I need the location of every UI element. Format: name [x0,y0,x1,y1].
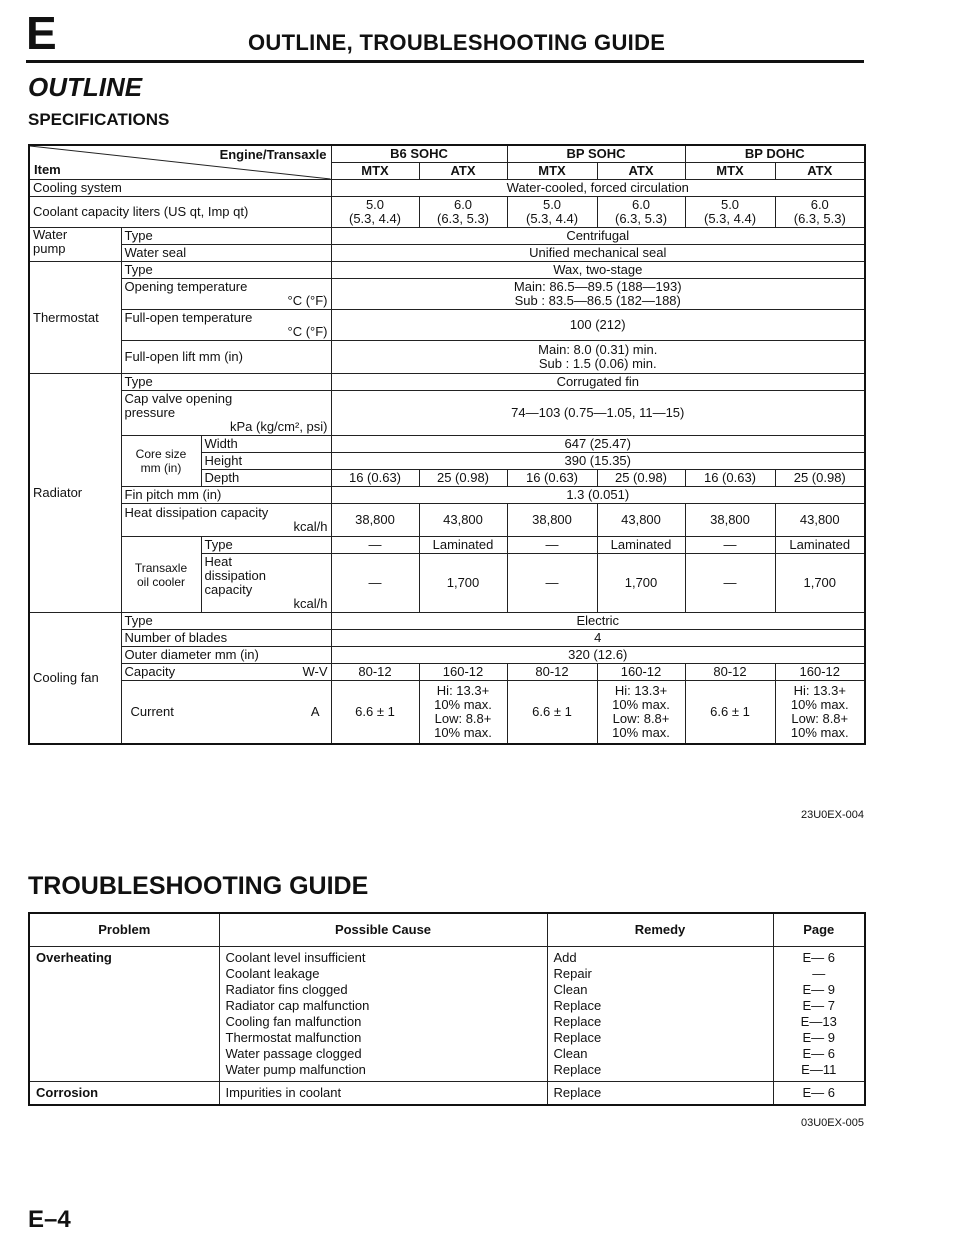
troubleshooting-heading: TROUBLESHOOTING GUIDE [28,872,369,900]
coolant-capacity-cell: 6.0 (6.3, 5.3) [597,197,685,228]
oil-cooler-type-label: Type [201,537,331,554]
fin-pitch-label: Fin pitch mm (in) [121,487,331,504]
fan-current-value: 6.6 ± 1 [507,681,597,745]
coolant-capacity-cell: 5.0 (5.3, 4.4) [685,197,775,228]
full-open-lift-value: Main: 8.0 (0.31) min. Sub : 1.5 (0.06) min. [331,341,865,374]
coolant-capacity-cell: 5.0 (5.3, 4.4) [507,197,597,228]
full-open-temp-label: Full-open temperature °C (°F) [121,310,331,341]
engine-b6-sohc: B6 SOHC [331,145,507,163]
spec-table-code: 23U0EX-004 [801,809,864,821]
heat-dissipation-label: Heat dissipation capacity kcal/h [121,504,331,537]
remedy-list: Replace [547,1082,773,1106]
fan-current-value: Hi: 13.3+ 10% max. Low: 8.8+ 10% max. [419,681,507,745]
remedy-list: Add Repair Clean Replace Replace Replace Clean Replace [547,947,773,1082]
core-depth-value: 25 (0.98) [419,470,507,487]
remedy-header: Remedy [547,913,773,947]
water-seal-label: Water seal [121,245,331,262]
oil-cooler-heat-value: — [507,554,597,613]
fan-capacity-value: 80-12 [331,664,419,681]
page-list: E— 6 [773,1082,865,1106]
trans-header: ATX [419,163,507,180]
oil-cooler-heat-value: — [685,554,775,613]
page-header: Page [773,913,865,947]
section-letter: E [26,7,57,59]
full-open-temp-value: 100 (212) [331,310,865,341]
fan-capacity-value: 160-12 [775,664,865,681]
fan-capacity-value: 80-12 [685,664,775,681]
full-open-lift-label: Full-open lift mm (in) [121,341,331,374]
cap-valve-value: 74—103 (0.75—1.05, 11—15) [331,391,865,436]
opening-temp-label: Opening temperature °C (°F) [121,279,331,310]
core-depth-value: 16 (0.63) [331,470,419,487]
core-width-label: Width [201,436,331,453]
oil-cooler-type-value: Laminated [775,537,865,554]
cooling-system-value: Water-cooled, forced circulation [331,180,865,197]
cooling-system-label: Cooling system [29,180,331,197]
fan-current-label: Current A [121,681,331,745]
fan-type-value: Electric [331,613,865,630]
core-depth-value: 16 (0.63) [507,470,597,487]
engine-transaxle-label: Engine/Transaxle [219,147,327,162]
oil-cooler-heat-label: Heat dissipation capacity kcal/h [201,554,331,613]
oil-cooler-heat-value: 1,700 [597,554,685,613]
problem-cell: Overheating [29,947,219,1082]
radiator-type-label: Type [121,374,331,391]
page-number: E–4 [28,1206,71,1233]
oil-cooler-type-value: — [685,537,775,554]
oil-cooler-type-value: — [331,537,419,554]
core-width-value: 647 (25.47) [331,436,865,453]
cooling-fan-group: Cooling fan [29,613,121,745]
radiator-group: Radiator [29,374,121,613]
water-pump-group: Water pump [29,228,121,262]
table-row [29,947,865,1082]
coolant-capacity-cell: 6.0 (6.3, 5.3) [419,197,507,228]
table-row [29,1082,865,1106]
fan-current-value: 6.6 ± 1 [331,681,419,745]
engine-bp-dohc: BP DOHC [685,145,865,163]
oil-cooler-type-value: Laminated [419,537,507,554]
water-pump-type-value: Centrifugal [331,228,865,245]
heat-dissipation-value: 43,800 [775,504,865,537]
specifications-table [28,144,866,745]
fan-capacity-value: 160-12 [419,664,507,681]
problem-header: Problem [29,913,219,947]
fan-current-value: Hi: 13.3+ 10% max. Low: 8.8+ 10% max. [597,681,685,745]
blades-value: 4 [331,630,865,647]
heat-dissipation-value: 38,800 [507,504,597,537]
blades-label: Number of blades [121,630,331,647]
core-size-label: Core size mm (in) [121,436,201,487]
cap-valve-label: Cap valve opening pressure kPa (kg/cm², psi) [121,391,331,436]
cause-list: Coolant level insufficient Coolant leakage Radiator fins clogged Radiator cap malfunction Cooling fan malfunction Thermostat malfunction Water passage clogged Water pump malfunction [219,947,547,1082]
core-height-label: Height [201,453,331,470]
core-depth-label: Depth [201,470,331,487]
outline-heading: OUTLINE [28,72,143,102]
oil-cooler-type-value: — [507,537,597,554]
thermostat-type-value: Wax, two-stage [331,262,865,279]
trans-header: MTX [685,163,775,180]
core-depth-value: 16 (0.63) [685,470,775,487]
page-list: E— 6 — E— 9 E— 7 E—13 E— 9 E— 6 E—11 [773,947,865,1082]
cause-list: Impurities in coolant [219,1082,547,1106]
radiator-type-value: Corrugated fin [331,374,865,391]
item-header-corner [29,145,331,180]
coolant-capacity-cell: 5.0 (5.3, 4.4) [331,197,419,228]
troubleshooting-table [28,912,866,1106]
oil-cooler-heat-value: 1,700 [419,554,507,613]
problem-cell: Corrosion [29,1082,219,1106]
trans-header: ATX [597,163,685,180]
heat-dissipation-value: 43,800 [419,504,507,537]
fan-capacity-value: 160-12 [597,664,685,681]
outer-diameter-label: Outer diameter mm (in) [121,647,331,664]
trouble-table-code: 03U0EX-005 [801,1117,864,1129]
engine-bp-sohc: BP SOHC [507,145,685,163]
coolant-capacity-cell: 6.0 (6.3, 5.3) [775,197,865,228]
heat-dissipation-value: 43,800 [597,504,685,537]
core-height-value: 390 (15.35) [331,453,865,470]
header-rule [26,60,864,63]
opening-temp-value: Main: 86.5—89.5 (188—193) Sub : 83.5—86.5 (182—188) [331,279,865,310]
core-depth-value: 25 (0.98) [775,470,865,487]
core-depth-value: 25 (0.98) [597,470,685,487]
thermostat-type-label: Type [121,262,331,279]
trans-header: ATX [775,163,865,180]
heat-dissipation-value: 38,800 [685,504,775,537]
water-pump-type-label: Type [121,228,331,245]
trans-header: MTX [331,163,419,180]
outer-diameter-value: 320 (12.6) [331,647,865,664]
water-seal-value: Unified mechanical seal [331,245,865,262]
fan-current-value: Hi: 13.3+ 10% max. Low: 8.8+ 10% max. [775,681,865,745]
oil-cooler-heat-value: 1,700 [775,554,865,613]
transaxle-oil-cooler-label: Transaxle oil cooler [121,537,201,613]
fan-capacity-label: Capacity W-V [121,664,331,681]
item-label: Item [34,162,61,177]
specifications-heading: SPECIFICATIONS [28,110,170,129]
fan-type-label: Type [121,613,331,630]
fan-capacity-value: 80-12 [507,664,597,681]
possible-cause-header: Possible Cause [219,913,547,947]
page-header-title: OUTLINE, TROUBLESHOOTING GUIDE [248,30,666,55]
coolant-capacity-label: Coolant capacity liters (US qt, Imp qt) [29,197,331,228]
oil-cooler-heat-value: — [331,554,419,613]
heat-dissipation-value: 38,800 [331,504,419,537]
fin-pitch-value: 1.3 (0.051) [331,487,865,504]
fan-current-value: 6.6 ± 1 [685,681,775,745]
oil-cooler-type-value: Laminated [597,537,685,554]
thermostat-group: Thermostat [29,262,121,374]
trans-header: MTX [507,163,597,180]
